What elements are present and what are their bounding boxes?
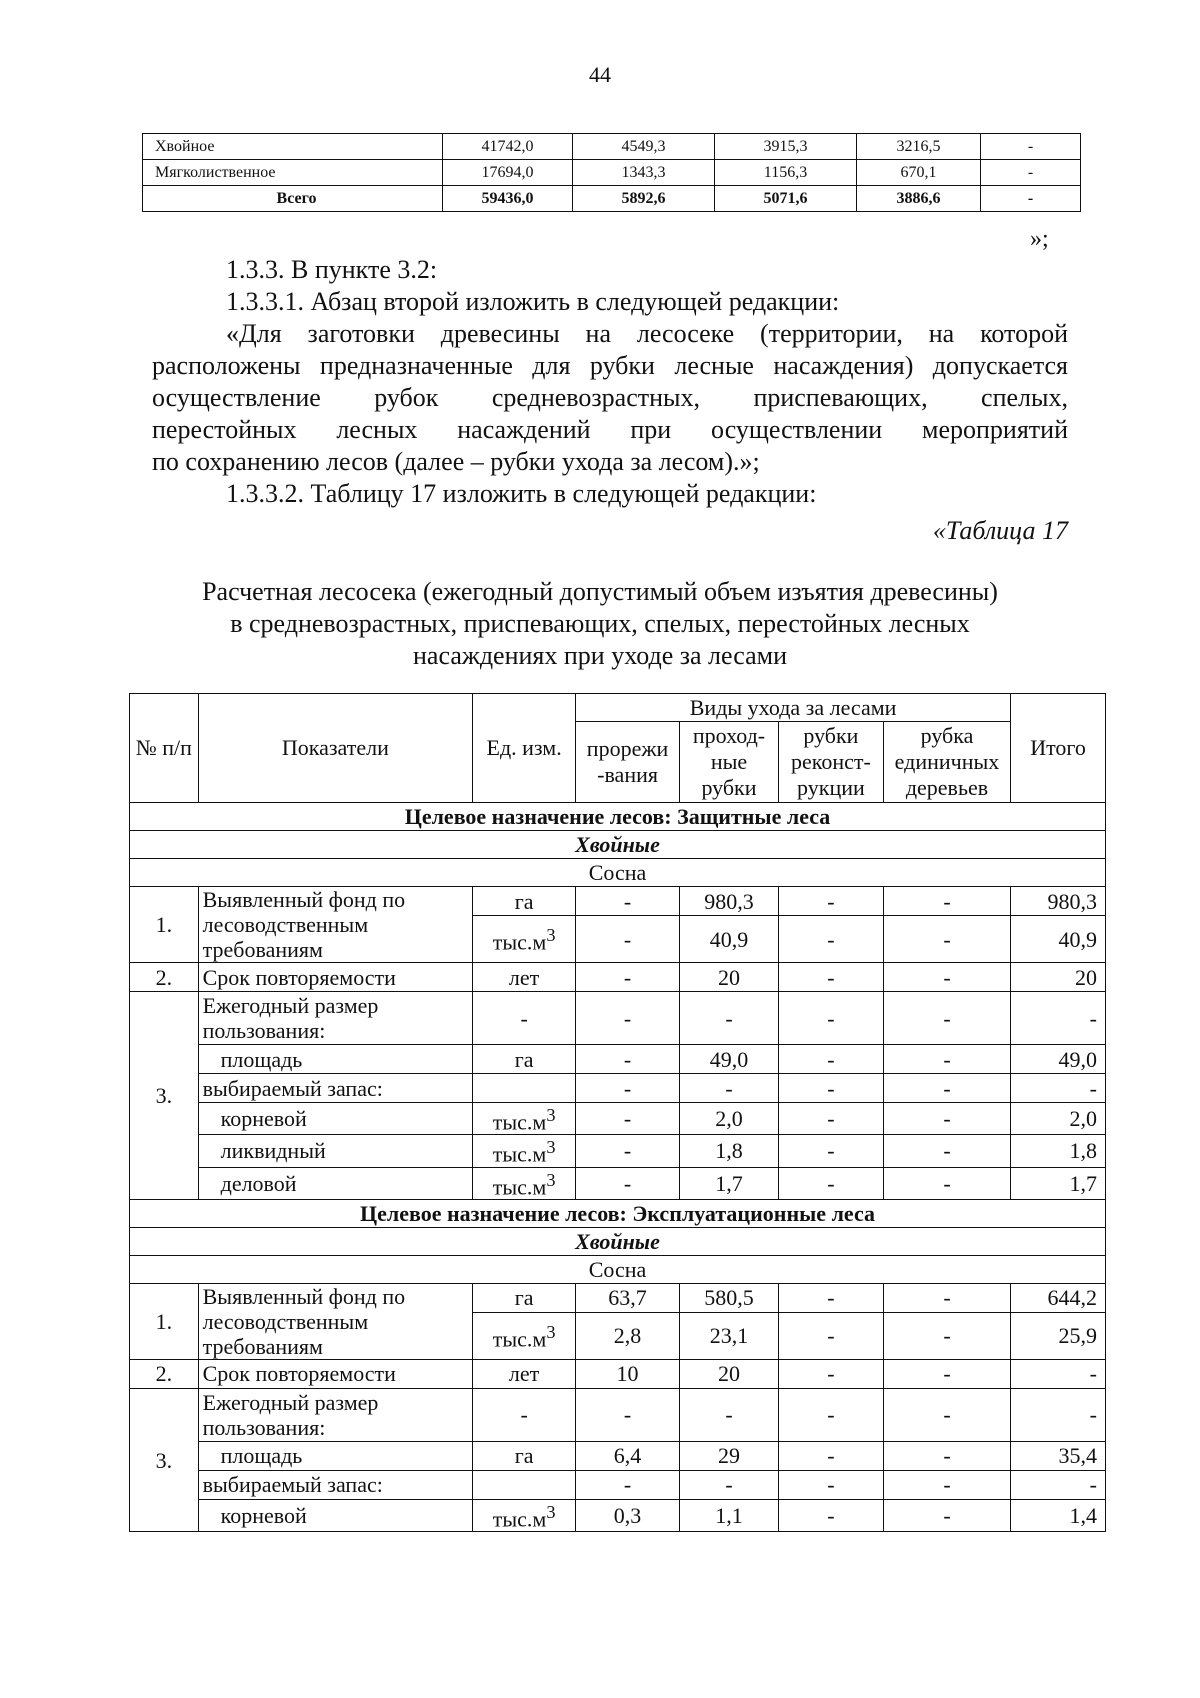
unit-cell: га <box>473 1283 576 1312</box>
group-title: Хвойные <box>130 1227 1106 1255</box>
value-cell: - <box>576 1388 680 1441</box>
table-row <box>130 1135 1106 1167</box>
unit-superscript: 3 <box>546 925 556 946</box>
value-cell: - <box>883 1312 1010 1359</box>
paragraph-line: расположены предназначенные для рубки лесные насаждения) допускается <box>152 351 1068 380</box>
table-cell: - <box>981 186 1081 212</box>
table-row-total <box>143 186 1081 212</box>
table-row <box>130 1470 1106 1499</box>
unit-cell <box>473 1103 576 1135</box>
table-cell: 17694,0 <box>443 160 573 186</box>
value-cell: - <box>778 1167 883 1199</box>
row-num: 3. <box>130 1388 199 1531</box>
unit-superscript: 3 <box>546 1105 556 1125</box>
paragraph-line: осуществление рубок средневозрастных, приспевающих, спелых, <box>152 383 1068 412</box>
value-cell: - <box>883 1167 1010 1199</box>
total-cell: 1,7 <box>1011 1167 1106 1199</box>
table-cell: Хвойное <box>143 134 443 160</box>
value-cell: - <box>778 887 883 916</box>
row-num: 1. <box>130 887 199 963</box>
row-label: Ежегодный размер пользования: <box>198 992 473 1045</box>
value-cell: - <box>883 1135 1010 1167</box>
value-cell: - <box>680 1074 779 1103</box>
total-cell: 1,4 <box>1011 1499 1106 1531</box>
value-cell: - <box>883 887 1010 916</box>
total-cell: 40,9 <box>1011 916 1106 963</box>
unit-text: тыс.м <box>492 1141 547 1167</box>
unit-superscript: 3 <box>546 1501 556 1522</box>
value-cell: - <box>778 963 883 992</box>
value-cell: - <box>883 992 1010 1045</box>
value-cell: 49,0 <box>680 1045 779 1074</box>
value-cell: - <box>576 963 680 992</box>
total-cell: 25,9 <box>1011 1312 1106 1359</box>
table-row <box>130 1441 1106 1470</box>
table-cell: Всего <box>143 186 443 212</box>
value-cell: - <box>576 1167 680 1199</box>
value-cell: - <box>576 1074 680 1103</box>
value-cell: 29 <box>680 1441 779 1470</box>
value-cell: 23,1 <box>680 1312 779 1359</box>
table-cell: 3216,5 <box>857 134 981 160</box>
row-label: ликвидный <box>198 1135 473 1167</box>
table-cell: - <box>981 134 1081 160</box>
table-cell: 3886,6 <box>857 186 981 212</box>
total-cell: - <box>1011 1388 1106 1441</box>
total-cell: 1,8 <box>1011 1135 1106 1167</box>
unit-cell <box>473 1312 576 1359</box>
table-row <box>143 134 1081 160</box>
value-cell: - <box>576 1045 680 1074</box>
table-row <box>143 160 1081 186</box>
closing-quote: »; <box>1030 226 1049 252</box>
value-cell: - <box>883 1441 1010 1470</box>
unit-cell <box>473 1074 576 1103</box>
value-cell: - <box>576 1135 680 1167</box>
value-cell: 20 <box>680 1359 779 1388</box>
table-row <box>130 1388 1106 1441</box>
header-reconstruction: рубки реконст- рукции <box>778 722 883 803</box>
value-cell: - <box>778 1312 883 1359</box>
value-cell: - <box>576 992 680 1045</box>
value-cell: - <box>680 992 779 1045</box>
value-cell: - <box>680 1388 779 1441</box>
allowable-cut-table <box>129 693 1106 1532</box>
row-num: 2. <box>130 1359 199 1388</box>
header-num: № п/п <box>130 694 199 803</box>
value-cell: - <box>883 1470 1010 1499</box>
value-cell: - <box>576 1103 680 1135</box>
unit-cell <box>473 1135 576 1167</box>
value-cell: 980,3 <box>680 887 779 916</box>
value-cell: 6,4 <box>576 1441 680 1470</box>
value-cell: - <box>576 1470 680 1499</box>
table-row <box>130 992 1106 1045</box>
group-title: Хвойные <box>130 831 1106 859</box>
value-cell: - <box>778 1359 883 1388</box>
row-num: 3. <box>130 992 199 1200</box>
unit-cell: га <box>473 1441 576 1470</box>
unit-superscript: 3 <box>546 1137 556 1158</box>
row-label: Срок повторяемости <box>198 1359 473 1388</box>
section-title: Целевое назначение лесов: Эксплуатационные леса <box>130 1199 1106 1227</box>
row-label: корневой <box>198 1499 473 1531</box>
caption-line: в средневозрастных, приспевающих, спелых, перестойных лесных <box>230 609 970 638</box>
value-cell: - <box>778 1441 883 1470</box>
value-cell: - <box>883 1359 1010 1388</box>
unit-superscript: 3 <box>546 1322 556 1343</box>
unit-cell <box>473 1499 576 1531</box>
table-cell: 4549,3 <box>573 134 715 160</box>
unit-text: тыс.м <box>492 1506 547 1532</box>
total-cell: 644,2 <box>1011 1283 1106 1312</box>
value-cell: - <box>778 1499 883 1531</box>
table-cell: 1156,3 <box>715 160 857 186</box>
value-cell: - <box>778 1045 883 1074</box>
table-row <box>130 963 1106 992</box>
header-thinning: прорежи -вания <box>576 722 680 803</box>
value-cell: - <box>778 1388 883 1441</box>
continuation-table <box>142 133 1081 212</box>
value-cell: - <box>778 992 883 1045</box>
paragraph-item-1-3-3: 1.3.3. В пункте 3.2: <box>226 255 438 284</box>
section-title: Целевое назначение лесов: Защитные леса <box>130 803 1106 831</box>
caption-line: насаждениях при уходе за лесами <box>413 641 787 670</box>
value-cell: 2,8 <box>576 1312 680 1359</box>
total-cell: 35,4 <box>1011 1441 1106 1470</box>
value-cell: 63,7 <box>576 1283 680 1312</box>
unit-text: тыс.м <box>492 1173 547 1199</box>
total-cell: - <box>1011 992 1106 1045</box>
species-title: Сосна <box>130 859 1106 887</box>
unit-cell: га <box>473 887 576 916</box>
value-cell: - <box>778 1103 883 1135</box>
table-row <box>130 1167 1106 1199</box>
value-cell: - <box>778 916 883 963</box>
table-cell: 5071,6 <box>715 186 857 212</box>
paragraph-item-1-3-3-2: 1.3.3.2. Таблицу 17 изложить в следующей редакции: <box>226 479 817 508</box>
paragraph-line: «Для заготовки древесины на лесосеке (территории, на которой <box>226 319 1068 348</box>
unit-cell: лет <box>473 963 576 992</box>
paragraph-line: перестойных лесных насаждений при осуществлении мероприятий <box>152 415 1068 444</box>
value-cell: 10 <box>576 1359 680 1388</box>
unit-text: тыс.м <box>492 929 547 955</box>
total-cell: 980,3 <box>1011 887 1106 916</box>
unit-text: тыс.м <box>492 1326 547 1352</box>
total-cell: 20 <box>1011 963 1106 992</box>
value-cell: 580,5 <box>680 1283 779 1312</box>
table-cell: 5892,6 <box>573 186 715 212</box>
value-cell: 0,3 <box>576 1499 680 1531</box>
value-cell: - <box>883 1074 1010 1103</box>
total-cell: 49,0 <box>1011 1045 1106 1074</box>
row-num: 2. <box>130 963 199 992</box>
total-cell: - <box>1011 1470 1106 1499</box>
header-total: Итого <box>1011 694 1106 803</box>
row-label: деловой <box>198 1167 473 1199</box>
value-cell: - <box>883 1499 1010 1531</box>
total-cell: - <box>1011 1359 1106 1388</box>
total-cell: - <box>1011 1074 1106 1103</box>
body-text <box>152 254 1068 510</box>
table-row <box>130 1045 1106 1074</box>
value-cell: 1,1 <box>680 1499 779 1531</box>
unit-text: тыс.м <box>492 1109 547 1135</box>
unit-superscript: 3 <box>546 1169 556 1190</box>
header-care-types: Виды ухода за лесами <box>576 694 1011 722</box>
value-cell: - <box>883 1388 1010 1441</box>
page-number: 44 <box>589 62 611 87</box>
header-indicators: Показатели <box>198 694 473 803</box>
value-cell: 1,8 <box>680 1135 779 1167</box>
row-label: площадь <box>198 1441 473 1470</box>
table-header-row <box>130 694 1106 722</box>
row-label: Выявленный фонд по лесоводственным требованиям <box>198 1283 473 1359</box>
value-cell: - <box>576 887 680 916</box>
row-label: площадь <box>198 1045 473 1074</box>
value-cell: - <box>778 1470 883 1499</box>
total-cell: 2,0 <box>1011 1103 1106 1135</box>
table-cell: 3915,3 <box>715 134 857 160</box>
paragraph-line: по сохранению лесов (далее – рубки ухода за лесом).»; <box>152 447 760 476</box>
value-cell: - <box>883 963 1010 992</box>
table-row <box>130 1103 1106 1135</box>
header-single-trees: рубка единичных деревьев <box>883 722 1010 803</box>
unit-cell <box>473 916 576 963</box>
table-cell: 41742,0 <box>443 134 573 160</box>
value-cell: - <box>883 1103 1010 1135</box>
value-cell: - <box>778 1283 883 1312</box>
value-cell: - <box>680 1470 779 1499</box>
unit-cell <box>473 1167 576 1199</box>
table-cell: 59436,0 <box>443 186 573 212</box>
table-cell: 1343,3 <box>573 160 715 186</box>
table-row <box>130 1074 1106 1103</box>
unit-cell: лет <box>473 1359 576 1388</box>
row-label: Срок повторяемости <box>198 963 473 992</box>
species-title: Сосна <box>130 1255 1106 1283</box>
unit-cell: - <box>473 1388 576 1441</box>
value-cell: - <box>778 1074 883 1103</box>
value-cell: - <box>883 916 1010 963</box>
value-cell: - <box>576 916 680 963</box>
table-cell: Мягколиственное <box>143 160 443 186</box>
table-cell: - <box>981 160 1081 186</box>
table-row <box>130 1359 1106 1388</box>
header-passage: проход- ные рубки <box>680 722 779 803</box>
row-num: 1. <box>130 1283 199 1359</box>
row-label: Выявленный фонд по лесоводственным требованиям <box>198 887 473 963</box>
value-cell: - <box>778 1135 883 1167</box>
value-cell: 1,7 <box>680 1167 779 1199</box>
table-caption <box>140 576 1060 672</box>
row-label: Ежегодный размер пользования: <box>198 1388 473 1441</box>
row-label: корневой <box>198 1103 473 1135</box>
table-row <box>130 887 1106 916</box>
table-row <box>130 1499 1106 1531</box>
value-cell: - <box>883 1045 1010 1074</box>
caption-line: Расчетная лесосека (ежегодный допустимый объем изъятия древесины) <box>202 577 998 606</box>
row-label: выбираемый запас: <box>198 1470 473 1499</box>
value-cell: - <box>883 1283 1010 1312</box>
table-row <box>130 1283 1106 1312</box>
row-label: выбираемый запас: <box>198 1074 473 1103</box>
table-reference: «Таблица 17 <box>932 516 1068 545</box>
unit-cell: - <box>473 992 576 1045</box>
header-unit: Ед. изм. <box>473 694 576 803</box>
unit-cell: га <box>473 1045 576 1074</box>
value-cell: 2,0 <box>680 1103 779 1135</box>
table-cell: 670,1 <box>857 160 981 186</box>
paragraph-item-1-3-3-1: 1.3.3.1. Абзац второй изложить в следующей редакции: <box>226 287 840 316</box>
value-cell: 40,9 <box>680 916 779 963</box>
unit-cell <box>473 1470 576 1499</box>
value-cell: 20 <box>680 963 779 992</box>
